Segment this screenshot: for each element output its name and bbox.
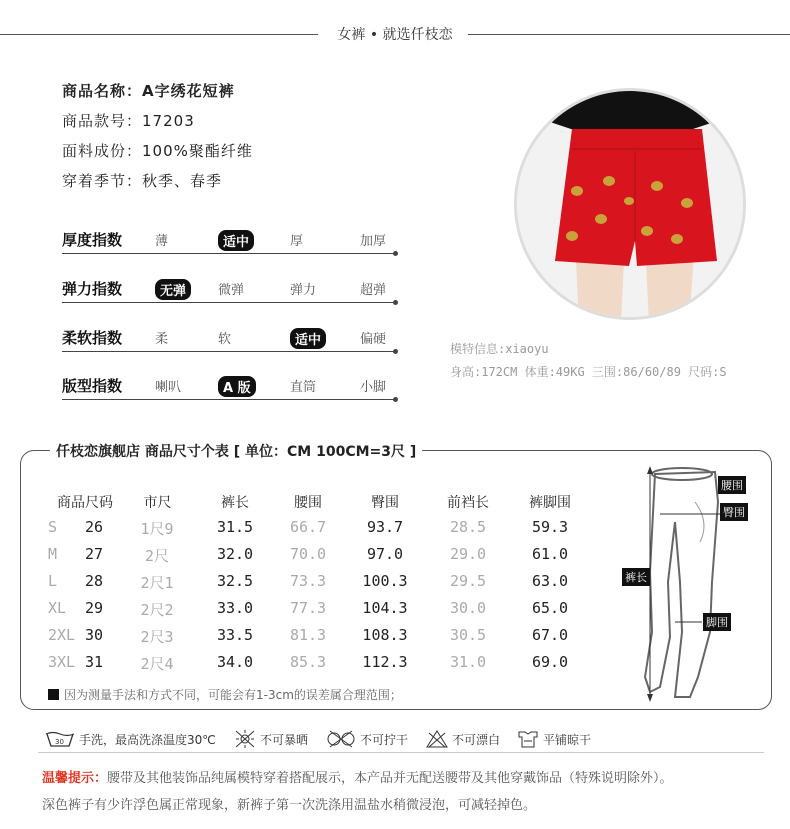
table-cell: 104.3 [362,599,408,617]
page-title: 女裤 • 就选仟枝恋 [337,27,453,43]
table-cell: 63.0 [531,572,569,590]
table-cell: M [48,545,58,563]
diagram-tag-hip: 臀围 [720,503,748,521]
index-option: 弹力 [290,283,317,298]
table-cell: 33.5 [216,626,254,644]
table-header: 商品尺码 [57,495,113,511]
table-cell: 26 [84,518,104,536]
product-photo [514,88,746,320]
table-cell: 2XL [48,626,76,644]
table-cell: 85.3 [289,653,327,671]
index-label: 厚度指数 [62,231,123,249]
table-cell: 29 [84,599,104,617]
table-cell: 29.5 [449,572,487,590]
model-info-measurements: 身高:172CM 体重:49KG 三围:86/60/89 尺码:S [450,365,727,379]
index-label: 弹力指数 [62,280,123,298]
table-cell: 2尺2 [140,601,174,619]
table-header: 裤脚围 [529,495,571,511]
info-name: 商品名称：A字绣花短裤 [62,82,235,100]
table-cell: S [48,518,58,536]
index-option-selected: 无弹 [155,279,191,300]
info-season: 穿着季节：秋季、春季 [62,172,223,190]
info-code: 商品款号：17203 [62,112,195,130]
tip-line-2: 深色裤子有少许浮色属正常现象，新裤子第一次洗涤用温盐水稍微浸泡，可减轻掉色。 [42,798,537,813]
table-cell: 2尺 [144,547,170,565]
index-option-selected: A 版 [218,376,256,397]
index-option: 直筒 [290,380,317,395]
no-wring-icon [326,730,356,748]
index-option: 超弹 [360,283,387,298]
table-cell: 30.0 [449,599,487,617]
table-cell: 73.3 [289,572,327,590]
table-cell: XL [48,599,67,617]
table-cell: 27 [84,545,104,563]
care-flat-dry: 平铺晾干 [517,730,591,748]
index-label: 版型指数 [62,377,123,395]
index-option: 薄 [155,234,169,249]
diagram-tag-waist: 腰围 [718,476,746,494]
table-cell: 31 [84,653,104,671]
care-no-wring: 不可拧干 [326,730,408,748]
index-option: 柔 [155,332,169,347]
care-no-bleach: 不可漂白 [426,730,500,748]
diagram-tag-hem: 脚围 [703,613,731,631]
table-cell: 30 [84,626,104,644]
table-cell: 30.5 [449,626,487,644]
care-divider [38,752,764,753]
index-option: 小脚 [360,380,387,395]
table-cell: 34.0 [216,653,254,671]
table-header: 裤长 [221,495,249,511]
table-cell: L [48,572,58,590]
index-option-selected: 适中 [290,328,326,349]
table-cell: 108.3 [362,626,408,644]
table-cell: 61.0 [531,545,569,563]
svg-text:30: 30 [55,738,64,746]
index-option: 微弹 [218,283,245,298]
size-table-title: 仟枝恋旗舰店 商品尺寸个表 [ 单位：CM 100CM=3尺 ] [50,441,422,461]
info-fabric: 面料成份：100%聚酯纤维 [62,142,253,160]
index-option: 喇叭 [155,380,182,395]
table-cell: 93.7 [366,518,404,536]
table-cell: 2尺1 [140,574,174,592]
table-cell: 69.0 [531,653,569,671]
diagram-tag-length: 裤长 [622,568,650,586]
table-cell: 77.3 [289,599,327,617]
index-option: 软 [218,332,232,347]
care-no-sun: 不可暴晒 [234,730,308,748]
care-hand-wash: 30 手洗，最高洗涤温度30℃ [45,730,216,748]
index-option: 加厚 [360,234,387,249]
table-cell: 31.5 [216,518,254,536]
no-sun-icon [234,730,256,748]
flat-dry-icon [517,730,539,748]
shorts-illustration [517,91,746,320]
header-rule-right [468,34,790,35]
index-option-selected: 适中 [218,230,254,251]
index-option: 偏硬 [360,332,387,347]
table-cell: 28.5 [449,518,487,536]
table-cell: 28 [84,572,104,590]
table-cell: 67.0 [531,626,569,644]
table-cell: 2尺4 [140,655,174,673]
table-header: 市尺 [143,495,172,511]
table-header: 腰围 [294,495,322,511]
table-cell: 33.0 [216,599,254,617]
hand-wash-icon [45,730,75,748]
no-bleach-icon [426,730,448,748]
table-cell: 31.0 [449,653,487,671]
index-label: 柔软指数 [62,329,123,347]
table-cell: 1尺9 [140,520,174,538]
table-cell: 29.0 [449,545,487,563]
table-cell: 32.5 [216,572,254,590]
table-cell: 59.3 [531,518,569,536]
table-cell: 100.3 [362,572,408,590]
table-header: 前裆长 [447,495,489,511]
table-cell: 3XL [48,653,76,671]
table-header: 臀围 [371,495,399,511]
table-cell: 32.0 [216,545,254,563]
table-cell: 66.7 [289,518,327,536]
model-info-name: 模特信息:xiaoyu [450,342,549,356]
table-cell: 70.0 [289,545,327,563]
tip-line-1: 温馨提示：腰带及其他装饰品纯属模特穿着搭配展示，本产品并无配送腰带及其他穿戴饰品（特殊说明除外）。 [42,771,673,786]
table-cell: 97.0 [366,545,404,563]
table-cell: 2尺3 [140,628,174,646]
table-cell: 65.0 [531,599,569,617]
size-note: 因为测量手法和方式不同，可能会有1-3cm的误差属合理范围； [48,686,402,703]
table-cell: 81.3 [289,626,327,644]
index-option: 厚 [290,234,304,249]
table-cell: 112.3 [362,653,408,671]
